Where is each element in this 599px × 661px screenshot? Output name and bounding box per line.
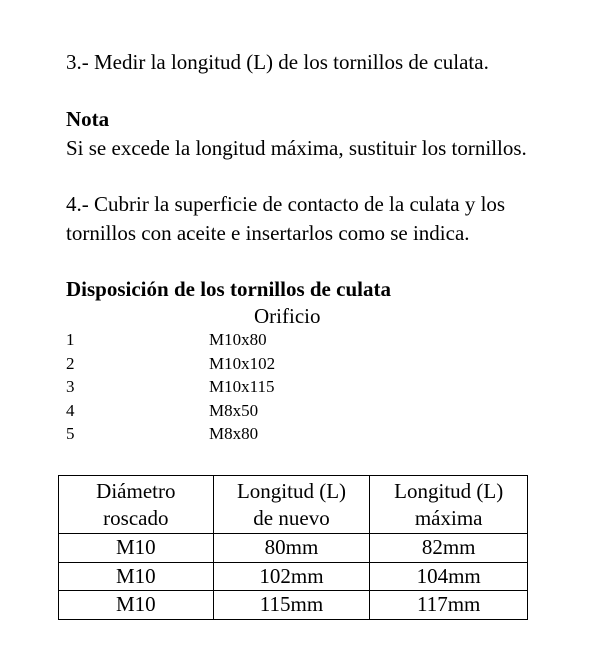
- cell-max-length: 82mm: [370, 534, 528, 563]
- hole-number: 1: [66, 330, 75, 349]
- table-header-row: [59, 476, 528, 534]
- hole-number: 5: [66, 424, 75, 443]
- header-max-length: Longitud (L) máxima: [370, 476, 528, 534]
- step-4-text: 4.- Cubrir la superficie de contacto de la culata y los tornillos con aceite e insertarlos como se indica.: [66, 192, 506, 245]
- hole-number: 3: [66, 377, 75, 396]
- cell-diameter: M10: [59, 534, 214, 563]
- cell-new-length: 115mm: [213, 591, 370, 620]
- step-3-text: 3.- Medir la longitud (L) de los tornillos de culata.: [66, 50, 489, 74]
- hole-number: 2: [66, 353, 75, 373]
- hole-row: [66, 377, 366, 401]
- bolt-size: M10x80: [209, 330, 267, 349]
- cell-diameter: M10: [59, 562, 214, 591]
- bolt-size: M8x80: [209, 424, 259, 443]
- hole-list: [66, 330, 366, 448]
- cell-new-length: 102mm: [213, 562, 370, 591]
- hole-row: [66, 330, 366, 354]
- hole-number: 4: [66, 400, 75, 420]
- hole-row: [66, 354, 366, 378]
- bolt-length-table: [58, 475, 528, 620]
- table-row: [59, 534, 528, 563]
- cell-new-length: 80mm: [213, 534, 370, 563]
- cell-diameter: M10: [59, 591, 214, 620]
- layout-heading: Disposición de los tornillos de culata: [66, 277, 391, 301]
- header-diameter: Diámetro roscado: [59, 476, 214, 534]
- note-label: Nota: [66, 107, 110, 131]
- bolt-size: M10x115: [209, 377, 275, 396]
- bolt-size: M10x102: [209, 353, 276, 373]
- note-text: Si se excede la longitud máxima, sustituir los tornillos.: [66, 136, 527, 160]
- bolt-size: M8x50: [209, 400, 259, 420]
- hole-row: [66, 401, 366, 425]
- cell-max-length: 104mm: [370, 562, 528, 591]
- hole-column-header: Orificio: [254, 304, 321, 328]
- table-row: [59, 562, 528, 591]
- cell-max-length: 117mm: [370, 591, 528, 620]
- header-new-length: Longitud (L) de nuevo: [213, 476, 370, 534]
- table-row: [59, 591, 528, 620]
- hole-row: [66, 424, 366, 448]
